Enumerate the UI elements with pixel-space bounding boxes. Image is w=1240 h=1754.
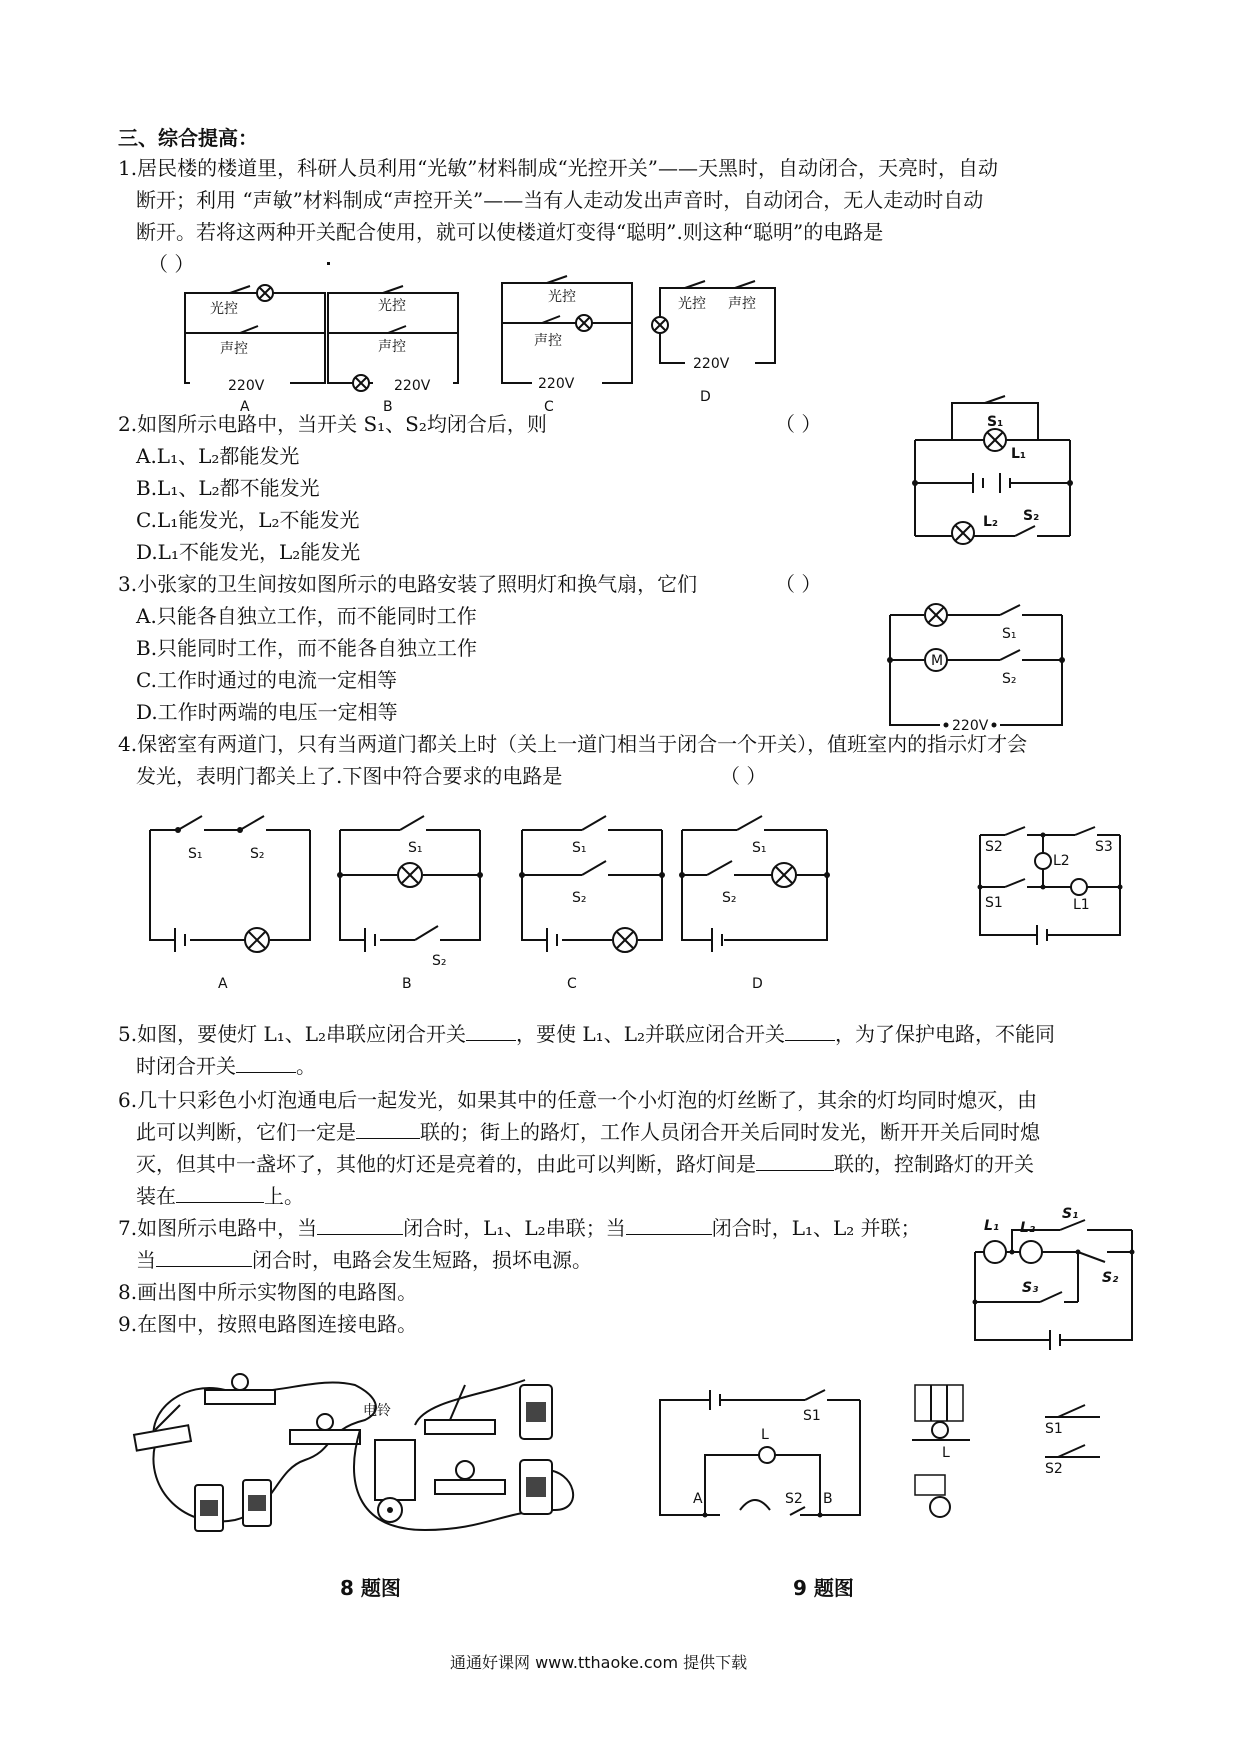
- q7-blank-2[interactable]: [626, 1212, 712, 1235]
- svg-text:S₁: S₁: [1062, 1206, 1079, 1222]
- q8-text: 8.画出图中所示实物图的电路图。: [118, 1280, 418, 1304]
- svg-text:声控: 声控: [378, 339, 406, 355]
- q2-circuit: [905, 398, 1080, 553]
- q4-circuit-d: [679, 816, 830, 992]
- q6-line-4: 装在 上。: [136, 1180, 304, 1212]
- q1-circuit-options: [150, 278, 890, 413]
- q6-blank-3[interactable]: [176, 1180, 264, 1203]
- svg-text:光控: 光控: [548, 289, 576, 305]
- q1-answer-paren: （ ）: [148, 252, 195, 276]
- svg-text:C: C: [544, 399, 554, 415]
- q2-stem: 2.如图所示电路中，当开关 S₁、S₂均闭合后，则: [118, 412, 547, 436]
- svg-text:光控: 光控: [378, 298, 406, 314]
- q8-caption: 8 题图: [340, 1576, 401, 1600]
- q1-circuit-b-body: [328, 286, 458, 415]
- svg-text:S3: S3: [1095, 839, 1113, 855]
- svg-text:S₂: S₂: [1002, 671, 1017, 687]
- q9-components: [900, 1375, 1130, 1545]
- svg-text:S₁: S₁: [408, 840, 423, 856]
- svg-text:S₁: S₁: [572, 840, 587, 856]
- q9-text: 9.在图中，按照电路图连接电路。: [118, 1312, 418, 1336]
- q7-line-2: 当 闭合时，电路会发生短路，损坏电源。: [136, 1244, 592, 1276]
- svg-text:S₂: S₂: [722, 890, 737, 906]
- svg-text:L2: L2: [1053, 853, 1070, 869]
- svg-text:A: A: [693, 1491, 703, 1507]
- svg-text:L: L: [942, 1445, 950, 1461]
- q3-circuit: [880, 600, 1070, 740]
- q4-circuit-c: [519, 816, 665, 992]
- q1-line-2: 断开；利用 “声敏”材料制成“声控开关”——当有人走动发出声音时，自动闭合，无人走动时自动: [136, 188, 984, 212]
- svg-text:M: M: [931, 653, 944, 669]
- q4-line-2: 发光，表明门都关上了.下图中符合要求的电路是: [136, 764, 563, 788]
- q7-blank-1[interactable]: [317, 1212, 403, 1235]
- svg-text:S₃: S₃: [1022, 1280, 1039, 1296]
- q3-stem: 3.小张家的卫生间按如图所示的电路安装了照明灯和换气扇，它们: [118, 572, 698, 596]
- svg-text:D: D: [700, 389, 711, 405]
- q3-option-d: D.工作时两端的电压一定相等: [136, 700, 398, 724]
- svg-text:C: C: [567, 976, 577, 992]
- svg-text:L₂: L₂: [983, 514, 999, 530]
- q1-circuit-d: [652, 281, 775, 405]
- svg-text:220V: 220V: [693, 356, 730, 372]
- svg-text:S₂: S₂: [1102, 1270, 1119, 1286]
- svg-text:S₂: S₂: [250, 846, 265, 862]
- q1-circuit-c: [502, 276, 632, 415]
- svg-text:S₁: S₁: [987, 414, 1004, 430]
- svg-text:L: L: [761, 1427, 769, 1443]
- svg-text:S2: S2: [985, 839, 1003, 855]
- svg-text:220V: 220V: [228, 378, 265, 394]
- q2-answer-paren: （ ）: [775, 412, 822, 436]
- q6-line-2: 此可以判断，它们一定是 联的；街上的路灯，工作人员闭合开关后同时发光，断开开关后同时熄: [136, 1116, 1040, 1148]
- q1-circuit-b: [328, 263, 329, 264]
- q4-line-1: 4.保密室有两道门，只有当两道门都关上时（关上一道门相当于闭合一个开关），值班室内的指示灯才会: [118, 732, 1028, 756]
- svg-text:D: D: [752, 976, 763, 992]
- q6-blank-2[interactable]: [756, 1148, 834, 1171]
- svg-text:220V: 220V: [538, 376, 575, 392]
- svg-text:A: A: [240, 399, 250, 415]
- svg-text:S1: S1: [803, 1408, 821, 1424]
- q6-blank-1[interactable]: [356, 1116, 420, 1139]
- q4-circuit-a: [150, 816, 310, 992]
- q4-answer-paren: （ ）: [720, 764, 767, 788]
- q3-option-a: A.只能各自独立工作，而不能同时工作: [136, 604, 477, 628]
- svg-text:L₁: L₁: [1011, 446, 1027, 462]
- svg-text:S2: S2: [1045, 1461, 1063, 1477]
- svg-text:L₁: L₁: [984, 1218, 1000, 1234]
- q3-option-c: C.工作时通过的电流一定相等: [136, 668, 397, 692]
- svg-text:L₂: L₂: [1020, 1220, 1036, 1236]
- svg-text:S1: S1: [985, 895, 1003, 911]
- q5-circuit: [975, 825, 1125, 945]
- q5-blank-2[interactable]: [785, 1018, 835, 1041]
- q5-blank-3[interactable]: [236, 1050, 296, 1073]
- svg-text:S₂: S₂: [1023, 508, 1040, 524]
- svg-text:S₁: S₁: [752, 840, 767, 856]
- q5-line-2: 时闭合开关 。: [136, 1050, 316, 1082]
- q1-line-3: 断开。若将这两种开关配合使用，就可以使楼道灯变得“聪明”.则这种“聪明”的电路是: [136, 220, 884, 244]
- q5-line-1: 5.如图，要使灯 L₁、L₂串联应闭合开关 ，要使 L₁、L₂并联应闭合开关 ，为了保护电路，不能同: [118, 1018, 1055, 1050]
- q8-picture: [125, 1370, 625, 1550]
- svg-text:S₂: S₂: [572, 890, 587, 906]
- svg-text:S₂: S₂: [432, 953, 447, 969]
- svg-text:光控: 光控: [210, 301, 238, 317]
- q4-circuit-b: [337, 816, 483, 992]
- svg-text:声控: 声控: [220, 341, 248, 357]
- q7-blank-3[interactable]: [156, 1244, 252, 1267]
- q6-line-3: 灭，但其中一盏坏了，其他的灯还是亮着的，由此可以判断，路灯间是 联的，控制路灯的开关: [136, 1148, 1034, 1180]
- svg-text:B: B: [383, 399, 393, 415]
- svg-text:光控: 光控: [678, 296, 706, 312]
- q7-circuit: [970, 1206, 1140, 1350]
- q9-caption: 9 题图: [793, 1576, 854, 1600]
- svg-text:S₁: S₁: [188, 846, 203, 862]
- q7-line-1: 7.如图所示电路中，当 闭合时，L₁、L₂串联；当 闭合时，L₁、L₂ 并联；: [118, 1212, 921, 1244]
- q2-option-a: A.L₁、L₂都能发光: [136, 444, 300, 468]
- q1-circuit-a: [185, 285, 325, 415]
- svg-text:B: B: [823, 1491, 833, 1507]
- q6-line-1: 6.几十只彩色小灯泡通电后一起发光，如果其中的任意一个小灯泡的灯丝断了，其余的灯均同时熄灭，由: [118, 1088, 1038, 1112]
- section-title: 三、综合提高：: [118, 126, 258, 150]
- q3-answer-paren: （ ）: [775, 572, 822, 596]
- svg-text:S1: S1: [1045, 1421, 1063, 1437]
- q1-line-1: 1.居民楼的楼道里，科研人员利用“光敏”材料制成“光控开关”——天黑时，自动闭合，天亮时，自动: [118, 156, 998, 180]
- q2-option-b: B.L₁、L₂都不能发光: [136, 476, 320, 500]
- svg-text:220V: 220V: [952, 718, 989, 734]
- svg-text:声控: 声控: [728, 296, 756, 312]
- svg-text:B: B: [402, 976, 412, 992]
- q5-blank-1[interactable]: [466, 1018, 516, 1041]
- svg-text:S₁: S₁: [1002, 626, 1017, 642]
- q2-option-c: C.L₁能发光，L₂不能发光: [136, 508, 360, 532]
- q2-option-d: D.L₁不能发光，L₂能发光: [136, 540, 361, 564]
- svg-text:S2: S2: [785, 1491, 803, 1507]
- q4-circuit-options: [130, 810, 940, 1000]
- svg-text:L1: L1: [1073, 897, 1090, 913]
- q9-circuit-diagram: [655, 1385, 870, 1550]
- q3-option-b: B.只能同时工作，而不能各自独立工作: [136, 636, 478, 660]
- svg-text:声控: 声控: [534, 333, 562, 349]
- svg-text:220V: 220V: [394, 378, 431, 394]
- svg-text:电铃: 电铃: [363, 1403, 391, 1419]
- page-footer: 通通好课网 www.tthaoke.com 提供下载: [450, 1653, 748, 1672]
- svg-text:A: A: [218, 976, 228, 992]
